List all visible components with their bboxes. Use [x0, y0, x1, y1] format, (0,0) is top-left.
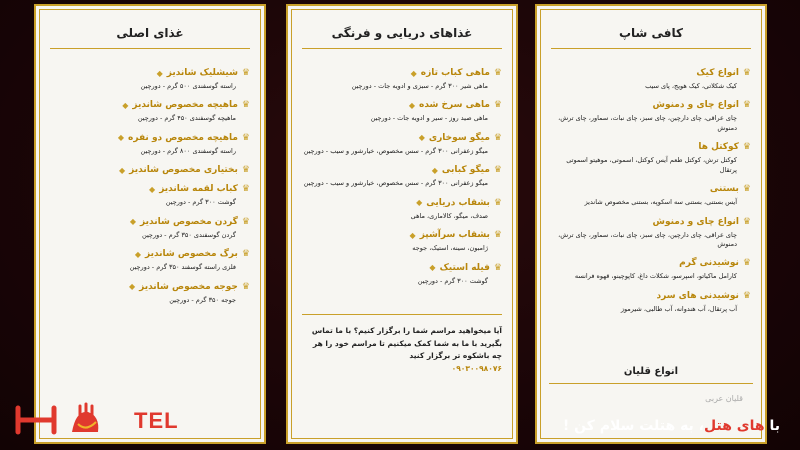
item-name: نوشیدنی های سرد — [656, 290, 739, 301]
diamond-icon: ◆ — [128, 282, 136, 292]
crown-icon: ♛ — [493, 165, 502, 176]
menu-item — [50, 217, 250, 240]
item-name: ماهی سرخ شده — [419, 100, 490, 111]
crown-icon: ♛ — [241, 249, 250, 260]
diamond-icon: ◆ — [156, 68, 163, 78]
crown-icon: ♛ — [241, 184, 250, 195]
menu-item — [302, 133, 502, 156]
item-name: بشقاب سرآشپز — [419, 230, 490, 241]
item-description: چای عراقی، چای دارچین، چای سبز، چای نبات، سماور، چای ترش، دمنوش — [558, 230, 737, 248]
panel-title: کافی شاپ — [551, 26, 751, 49]
crown-icon: ♛ — [493, 197, 502, 208]
diamond-icon: ◆ — [117, 133, 125, 143]
item-description: ژامبون، سینه، استیک، جوجه — [412, 244, 488, 253]
event-promo — [302, 314, 502, 376]
diamond-icon: ◆ — [429, 263, 436, 273]
crown-icon: ♛ — [742, 142, 751, 153]
item-description: گردن گوسفندی ۳۵۰ گرم - دورچین — [142, 230, 236, 239]
menu-panel-cafe — [535, 4, 767, 444]
item-name: کباب لقمه شاندیز — [159, 184, 238, 195]
item-description: جوجه ۳۵۰ گرم - دورچین — [169, 295, 236, 304]
crown-icon: ♛ — [742, 290, 751, 301]
diamond-icon: ◆ — [134, 249, 141, 259]
diamond-icon: ◆ — [410, 68, 417, 78]
diamond-icon: ◆ — [418, 133, 425, 143]
menu-item — [50, 133, 250, 156]
diamond-icon: ◆ — [408, 100, 416, 110]
menu-item — [551, 217, 751, 250]
item-description: ماهیچه گوسفندی ۴۵۰ گرم - دورچین — [137, 114, 236, 123]
crown-icon: ♛ — [493, 100, 502, 111]
item-name: ماهیچه مخصوص شاندیز — [132, 100, 238, 111]
item-description: راسته گوسفندی ۵۰۰ گرم - دورچین — [140, 82, 236, 90]
diamond-icon: ◆ — [409, 230, 416, 240]
menu-item — [50, 249, 250, 272]
crown-icon: ♛ — [241, 281, 250, 292]
crown-icon: ♛ — [742, 100, 751, 111]
item-name: میگو کبابی — [441, 165, 490, 176]
hookah-title: انواع قلیان — [549, 366, 753, 384]
menu-item — [551, 258, 751, 281]
tagline-highlight: های هتل — [704, 418, 765, 434]
item-name: جوجه مخصوص شاندیز — [139, 281, 238, 292]
panel-title: غذای اصلی — [50, 26, 250, 49]
diamond-icon: ◆ — [416, 198, 423, 208]
crown-icon: ♛ — [742, 216, 751, 227]
item-name: ماهی کباب تازه — [420, 68, 490, 78]
crown-icon: ♛ — [493, 132, 502, 143]
phone-number[interactable]: ۰۹۰۳۰۰۹۸۰۷۶ — [451, 364, 502, 374]
item-description: میگو زعفرانی ۳۰۰ گرم - سس مخصوص، خیارشور و سیب - دورچین — [303, 179, 488, 188]
diamond-icon: ◆ — [149, 184, 156, 194]
item-description: گوشت ۳۰۰ گرم - دورچین — [165, 198, 236, 207]
crown-icon: ♛ — [742, 258, 751, 269]
item-name: گردن مخصوص شاندیز — [140, 216, 238, 227]
item-name: شیشلیک شاندیز — [166, 68, 238, 78]
logo-mark-icon — [14, 402, 134, 438]
menu-item — [551, 142, 751, 175]
item-name: انواع چای و دمنوش — [652, 216, 739, 227]
tagline-pre: با — [769, 418, 780, 434]
menu-item — [551, 68, 751, 91]
crown-icon: ♛ — [493, 262, 502, 273]
item-name: فیله استیک — [439, 262, 490, 273]
menu-item — [551, 184, 751, 207]
item-description: چای عراقی، چای دارچین، چای سبز، چای نبات، سماور، چای ترش، دمنوش — [558, 114, 737, 132]
hookah-item: قلیان عربی — [705, 394, 743, 403]
seafood-items — [288, 49, 516, 286]
crown-icon: ♛ — [493, 68, 502, 78]
diamond-icon: ◆ — [122, 100, 129, 110]
main-items — [36, 49, 264, 305]
crown-icon: ♛ — [241, 100, 250, 111]
item-name: کوکتل ها — [698, 142, 739, 153]
crown-icon: ♛ — [493, 230, 502, 241]
menu-item — [50, 100, 250, 123]
menu-item — [302, 263, 502, 286]
item-description: فلزی راسته گوسفند ۳۵۰ گرم - دورچین — [129, 263, 236, 272]
diamond-icon: ◆ — [431, 165, 438, 175]
hookah-section — [549, 366, 753, 403]
tagline-post: ، به هتلت سلام کن ! — [562, 418, 705, 434]
promo-text: آیا میخواهید مراسم شما را برگزار کنیم؟ با ما تماس بگیرید با ما به شما کمک میکنیم تا مراسم خود را هر چه باشکوه تر برگزار کنید — [311, 325, 502, 361]
item-description: کوکتل ترش، کوکتل طعم آیس کوکتل، اسموتی، موهیتو اسموتی پرتقال — [566, 156, 737, 174]
item-name: بختیاری مخصوص شاندیز — [129, 165, 238, 176]
panel-title: غذاهای دریایی و فرنگی — [302, 26, 502, 49]
menu-item — [302, 230, 502, 253]
item-name: انواع چای و دمنوش — [652, 100, 739, 111]
crown-icon: ♛ — [742, 184, 751, 195]
menu-item — [302, 165, 502, 188]
crown-icon: ♛ — [241, 165, 250, 176]
item-description: کیک شکلاتی، کیک هویج، پای سیب — [645, 82, 737, 90]
tagline — [563, 418, 780, 434]
menu-item — [551, 291, 751, 314]
menu-item — [302, 68, 502, 91]
hotel-logo — [14, 402, 194, 442]
item-name: برگ مخصوص شاندیز — [144, 249, 238, 260]
crown-icon: ♛ — [241, 216, 250, 227]
menu-item — [50, 282, 250, 305]
item-description: ماهی شیر ۳۰۰ گرم - سبزی و ادویه جات - دورچین — [351, 82, 488, 90]
item-name: بستنی — [709, 184, 739, 195]
item-description: میگو زعفرانی ۳۰۰ گرم - سس مخصوص، خیارشور و سیب - دورچین — [303, 146, 488, 155]
menu-item — [50, 165, 250, 175]
item-name: میگو سوخاری — [428, 132, 490, 143]
item-name: نوشیدنی گرم — [679, 258, 739, 269]
item-description: آیس بستنی، بستنی سه اسکوپه، بستنی مخصوص شاندیز — [584, 198, 737, 207]
menu-panel-seafood — [286, 4, 518, 444]
item-description: راسته گوسفندی ۸۰۰ گرم - دورچین — [140, 146, 236, 155]
item-description: آب پرتقال، آب هندوانه، آب طالبی، شیرموز — [620, 304, 737, 313]
crown-icon: ♛ — [241, 132, 250, 143]
item-description: ماهی صید روز - سیر و ادویه جات - دورچین — [370, 114, 488, 123]
menu-panel-main — [34, 4, 266, 444]
item-description: کارامل ماکیاتو، اسپرسو، شکلات داغ، کاپوچینو، قهوه فرانسه — [574, 272, 737, 281]
menu-item — [551, 100, 751, 133]
menu-item — [50, 184, 250, 207]
crown-icon: ♛ — [742, 68, 751, 78]
diamond-icon: ◆ — [119, 165, 126, 175]
logo-text: TEL — [134, 408, 179, 433]
item-description: صدف، میگو، کالاماری، ماهی — [410, 211, 488, 220]
item-name: بشقاب دریایی — [426, 197, 490, 208]
menu-item — [302, 100, 502, 123]
item-name: انواع کیک — [696, 68, 739, 78]
diamond-icon: ◆ — [129, 217, 137, 227]
item-description: گوشت ۳۰۰ گرم - دورچین — [417, 276, 488, 285]
crown-icon: ♛ — [241, 68, 250, 78]
cafe-items — [537, 49, 765, 314]
menu-item — [302, 198, 502, 221]
item-name: ماهیچه مخصوص دو نفره — [128, 132, 238, 143]
menu-item — [50, 68, 250, 91]
